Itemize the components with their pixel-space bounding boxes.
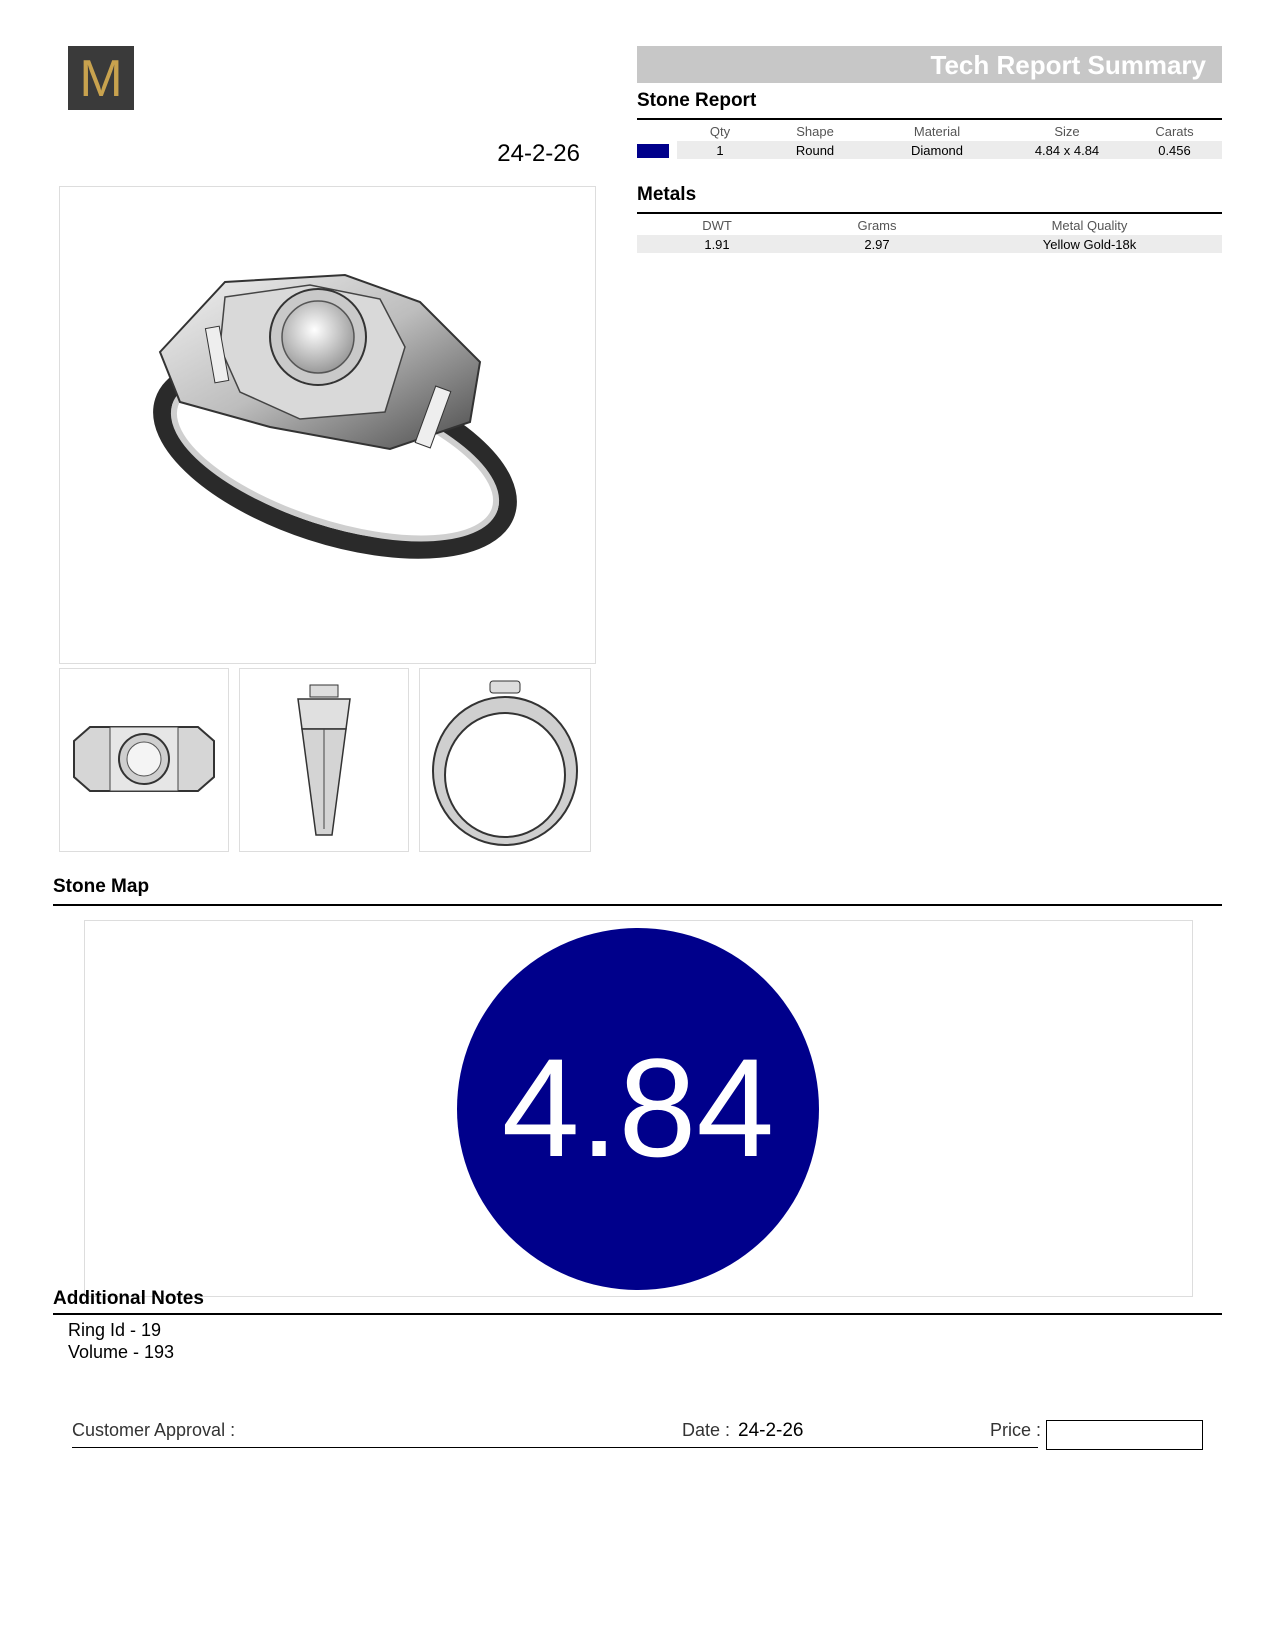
header-qty: Qty — [709, 124, 731, 139]
ring-front-drawing — [420, 669, 590, 851]
header-shape: Shape — [796, 124, 834, 139]
title-bar — [637, 46, 1222, 83]
company-logo — [68, 46, 134, 110]
ring-side-view — [239, 668, 409, 852]
logo-letter: M — [79, 50, 123, 108]
notes-rule — [53, 1313, 1222, 1315]
stone-report-heading: Stone Report — [637, 90, 757, 111]
approval-signature-line — [72, 1447, 1038, 1448]
stone-marker-label: 4.84 — [501, 1029, 775, 1186]
header-carats: Carats — [1155, 124, 1194, 139]
customer-approval-label: Customer Approval : — [72, 1420, 236, 1440]
table-row — [637, 235, 1222, 253]
header-color — [637, 122, 677, 141]
metal-dwt: 1.91 — [637, 235, 797, 253]
stone-map-heading: Stone Map — [53, 876, 150, 897]
metal-grams: 2.97 — [797, 235, 957, 253]
ring-top-drawing — [60, 669, 228, 851]
stone-color-cell — [637, 141, 677, 159]
metals-heading: Metals — [637, 184, 697, 205]
note-ring-id: Ring Id - 19 — [68, 1320, 162, 1340]
table-row — [637, 141, 1222, 159]
metal-quality: Yellow Gold-18k — [957, 235, 1222, 253]
stone-report-table — [637, 122, 1222, 159]
header-metal-quality: Metal Quality — [1051, 218, 1128, 233]
price-field[interactable] — [1046, 1420, 1203, 1450]
price-label: Price : — [990, 1420, 1042, 1440]
stone-color-swatch — [637, 144, 669, 158]
stone-qty: 1 — [677, 141, 763, 159]
stone-map-rule — [53, 904, 1222, 906]
stone-size: 4.84 x 4.84 — [1007, 141, 1127, 159]
date-label: Date : — [682, 1420, 731, 1440]
stone-carats: 0.456 — [1127, 141, 1222, 159]
metals-table — [637, 216, 1222, 253]
ring-top-view — [59, 668, 229, 852]
header-size: Size — [1054, 124, 1080, 139]
ring-front-view — [419, 668, 591, 852]
stone-report-rule — [637, 118, 1222, 120]
header-grams: Grams — [857, 218, 897, 233]
header-material: Material — [913, 124, 961, 139]
report-title: Tech Report Summary — [930, 50, 1206, 80]
stone-shape: Round — [763, 141, 867, 159]
approval-date-value: 24-2-26 — [738, 1420, 804, 1441]
header-dwt: DWT — [702, 218, 732, 233]
stone-material: Diamond — [867, 141, 1007, 159]
ring-side-drawing — [240, 669, 408, 851]
ring-main-drawing — [60, 187, 595, 663]
metals-rule — [637, 212, 1222, 214]
report-date: 24-2-26 — [497, 140, 580, 167]
note-volume: Volume - 193 — [68, 1342, 175, 1362]
ring-main-view — [59, 186, 596, 664]
notes-heading: Additional Notes — [53, 1288, 204, 1309]
